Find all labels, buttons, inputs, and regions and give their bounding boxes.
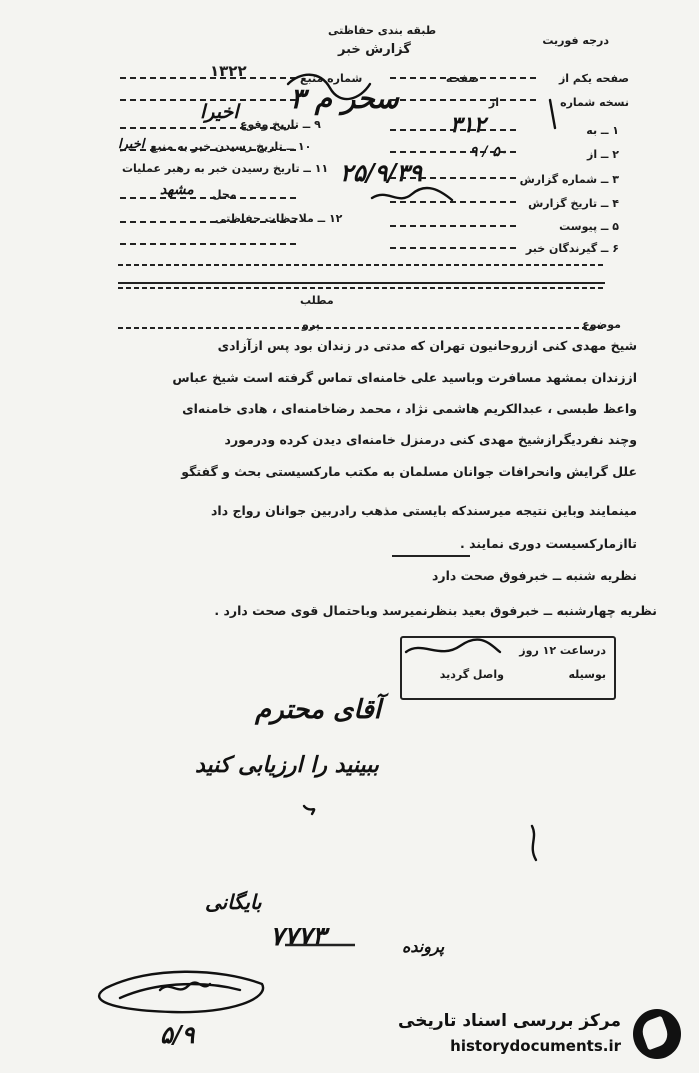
archive-logo-icon [633,1009,681,1059]
page-value: صفحه [445,72,479,85]
body-line: وچند نفردیگرازشیخ مهدی کنی درمنزل خامنه‌ای دیدن کرده ودرمورد [224,432,637,447]
archive-label: بایگانی [205,890,262,914]
document-type: گزارش خبر [338,42,411,57]
attachment-label: ۵ ــ پیوست [559,220,619,233]
from-label: ۲ ــ از [586,148,619,161]
document-number: ۱۳۲۲ [210,62,247,80]
occurrence-date-label: ۹ ــ تاریخ وقوع [240,118,321,131]
source-receipt-value: اخیرا [118,137,145,152]
handwritten-note: آقای محترم [255,695,381,725]
body-line: واعظ طبسی ، عبدالکریم هاشمی نژاد ، محمد رضاخامنه‌ای ، هادی خامنه‌ای [182,401,637,416]
to-label: ۱ ــ به [586,124,619,137]
body-line: مینمایند وباین نتیجه میرسندکه بایستی مذهب رادربین جوانان رواج داد [211,503,637,518]
watermark-url[interactable]: historydocuments.ir [450,1037,621,1055]
watermark-name: مرکز بررسی اسناد تاریخی [398,1011,621,1031]
note-line: نظریه چهارشنبه ــ خبرفوق بعید بنظرنمیرسد وباحتمال قوی صحت دارد . [214,603,657,618]
report-date-label: ۴ ــ تاریخ گزارش [528,197,619,210]
handwritten-note: ببینید را ارزیابی کنید [195,752,379,778]
classification-label: درجه فوریت [542,34,609,47]
security-notes-label: ۱۲ ــ ملاحظات حفاظتی [215,212,343,225]
operations-receipt-label: ۱۱ ــ تاریخ رسیدن خبر به رهبر عملیات [122,162,329,175]
copy-number-label: نسخه شماره [560,96,629,109]
body-line: اززندان بمشهد مسافرت وباسید علی خامنه‌ای تماس گرفته است شیخ عباس [172,370,637,385]
location-label: محل [212,188,237,201]
copy-number-value: از [488,96,499,109]
stamp-line: واصل گردید [439,668,504,681]
subject-bottom-word: پرو [302,318,320,331]
handwritten-file: پرونده [402,937,445,956]
occurrence-date-value: اخیرا [200,101,239,123]
archive-number: ۷۷۷۳ [270,922,326,952]
location-value: مشهد [160,182,194,198]
page-label: صفحه یکم از [558,72,629,85]
from-value: ۹ / ۵۰ [470,144,508,160]
body-line: تاازمارکسیست دوری نمایند . [460,536,637,551]
operations-receipt-value: ۲۵/۹/۳۹ [340,158,422,187]
stamp-line: درساعت ۱۲ روز [519,644,606,657]
class-level-label: طبقه بندی حفاظتی [328,24,437,37]
source-number-label: شماره منبع [300,72,363,85]
to-value: ۳۱۲ [450,112,486,138]
handwritten-top: سحر م ۳ [290,82,399,115]
subject-label: موضوع [582,318,621,331]
archive-watermark [387,1005,687,1065]
source-receipt-label: ۱۰ ــ تاریخ رسیدن خبر به منبع [150,140,312,153]
handwritten-date: ۵/۹ [160,1020,195,1049]
report-number-label: ۳ ــ شماره گزارش [519,173,619,186]
note-line: نظریه شنبه ــ خبرفوق صحت دارد [431,568,637,583]
body-line: علل گرایش وانحرافات جوانان مسلمان به مکتب مارکسیستی بحث و گفتگو [181,464,637,479]
recipients-label: ۶ ــ گیرندگان خبر [525,242,619,255]
body-line: شیخ مهدی کنی ازروحانیون تهران که مدتی در زندان بود پس ازآزادی [217,338,637,353]
subject-top-word: مطلب [300,294,334,307]
stamp-line: بوسیله [568,668,606,681]
